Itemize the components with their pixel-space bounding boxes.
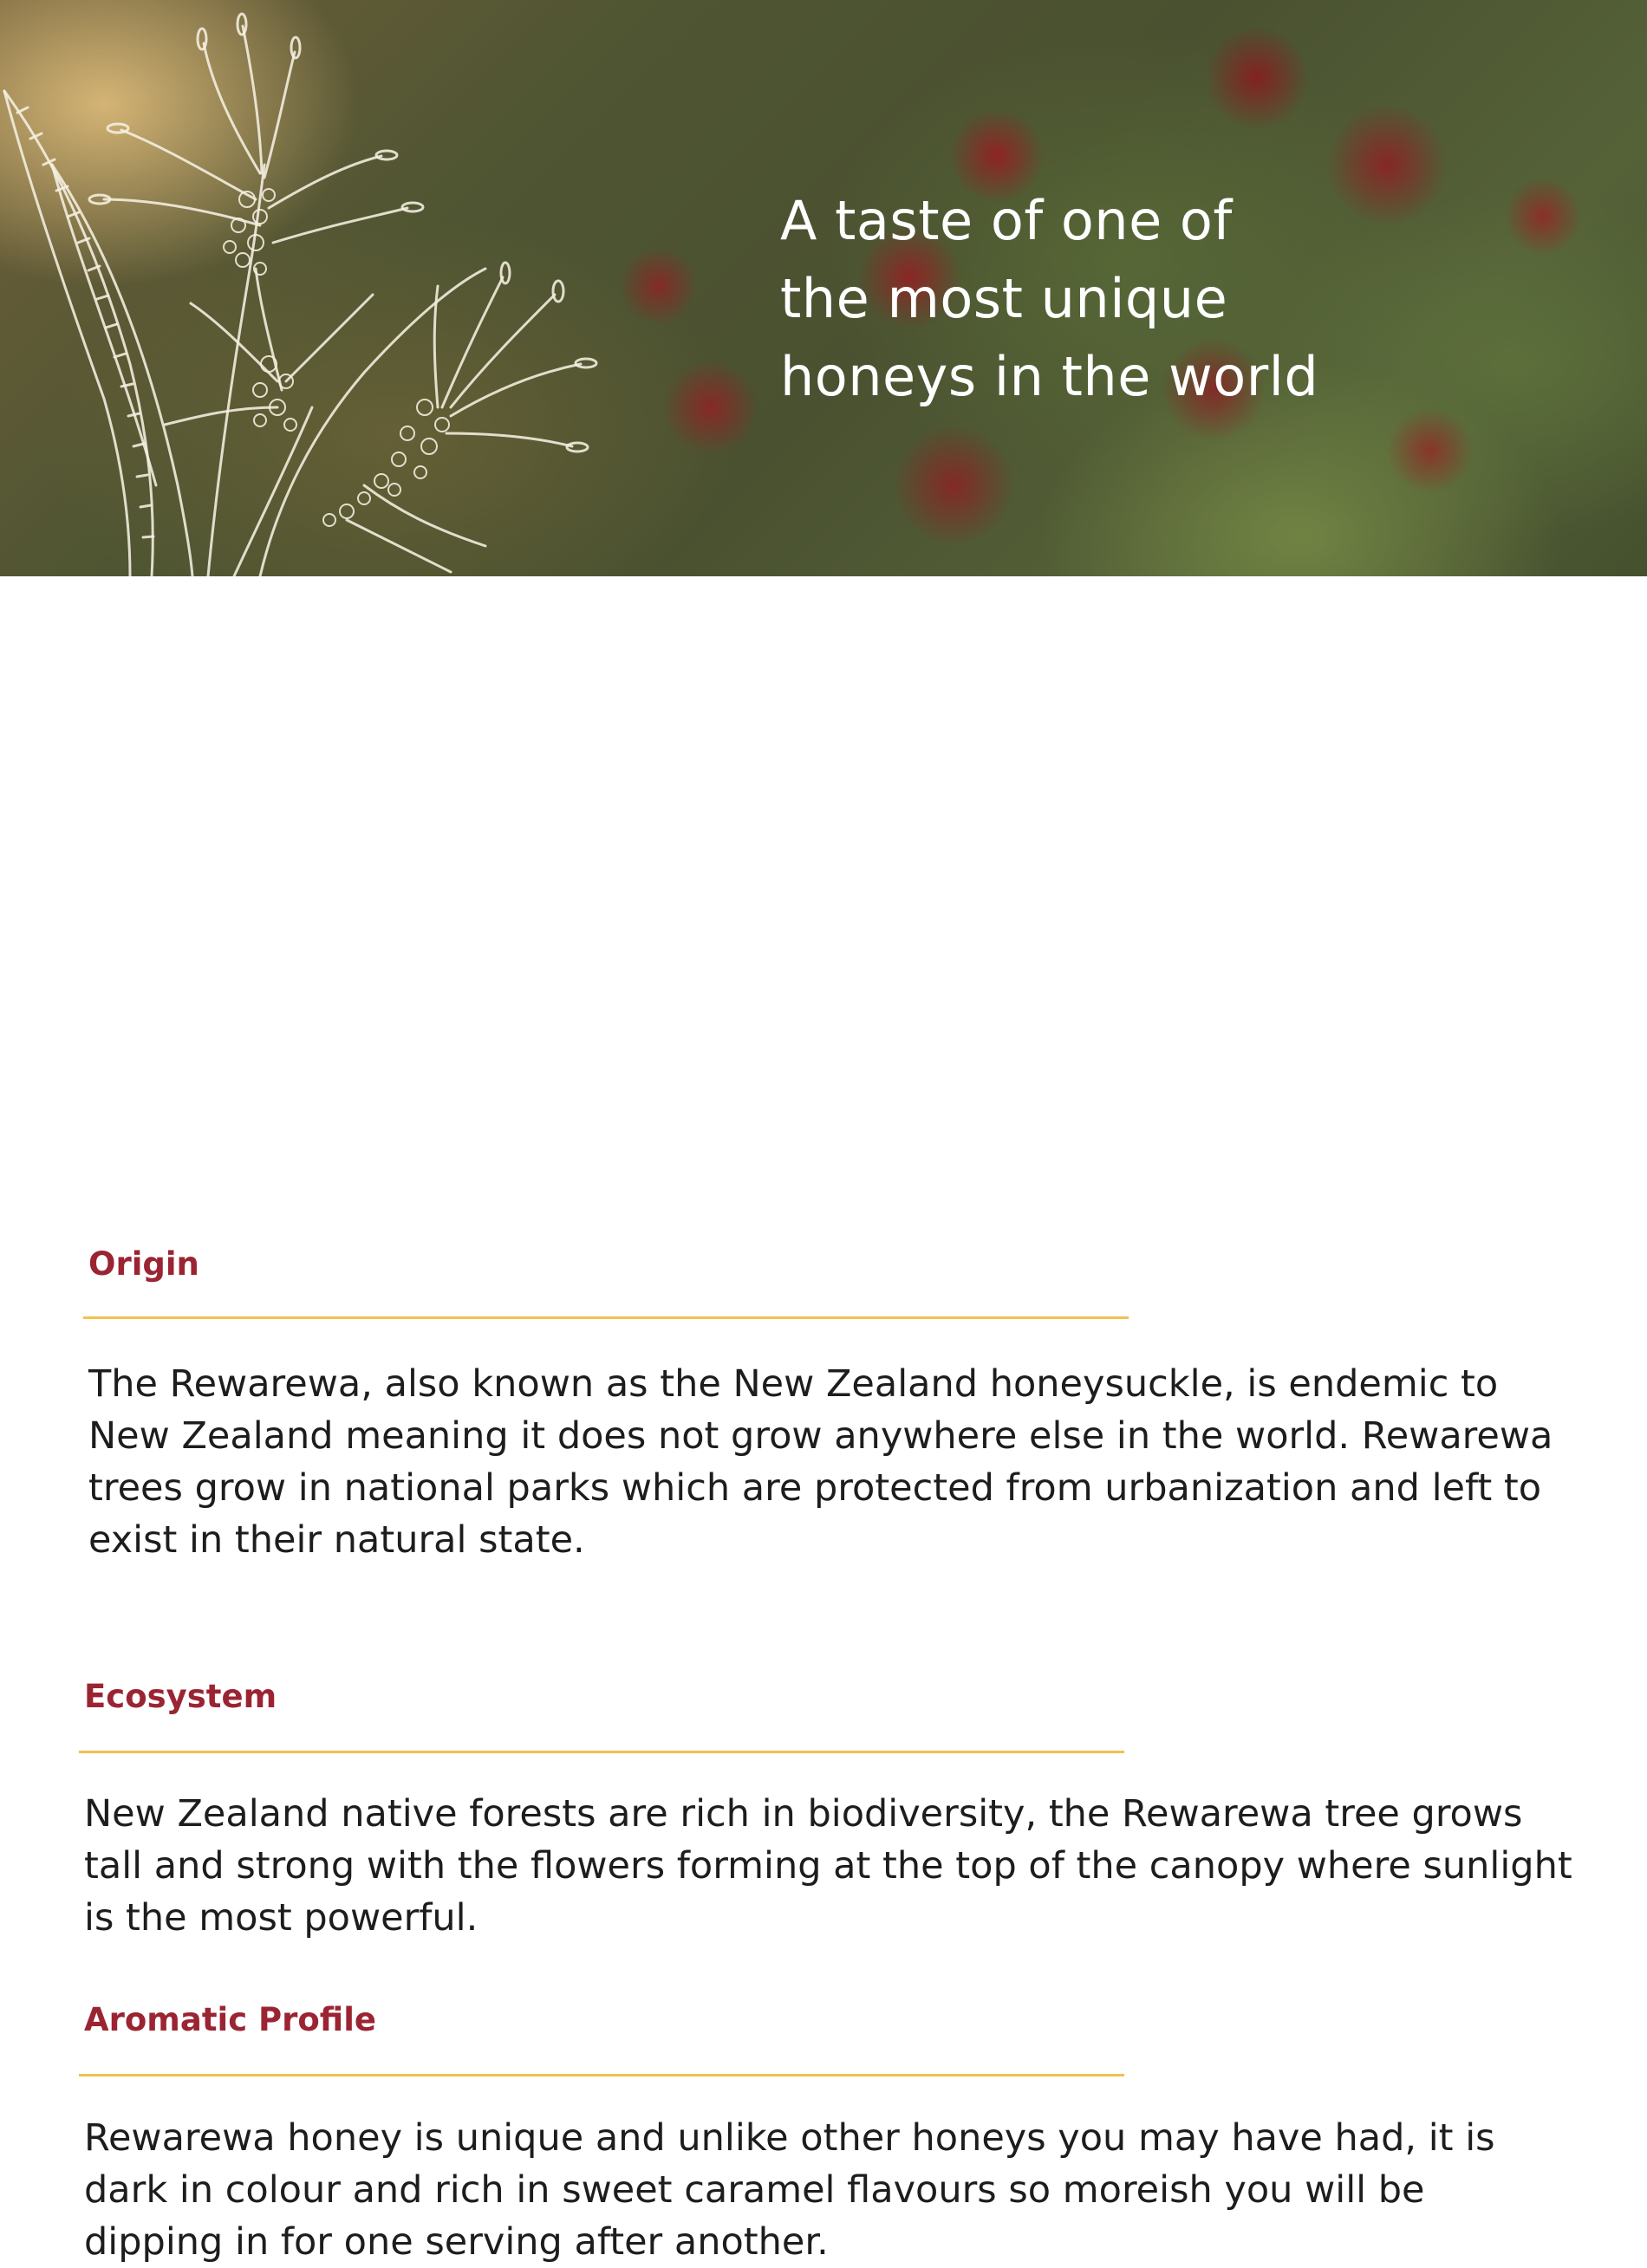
section-divider [79, 2074, 1124, 2076]
section-divider [79, 1751, 1124, 1753]
section-divider [83, 1316, 1129, 1319]
section-heading: Ecosystem [84, 1678, 277, 1715]
section-body: Rewarewa honey is unique and unlike other honeys you may have had, it is dark in colour and rich in sweet caramel flavours so moreish you will be dipping in for one serving after another. [84, 2116, 1495, 2264]
hero-title-line: A taste of one of [780, 189, 1233, 252]
rewarewa-flower-illustration-icon [0, 0, 624, 576]
hero-title-line: honeys in the world [780, 345, 1319, 408]
hero-banner [0, 0, 1647, 576]
hero-title-line: the most unique [780, 267, 1228, 330]
origin-section [88, 1244, 1579, 1566]
section-body: The Rewarewa, also known as the New Zealand honeysuckle, is endemic to New Zealand meaning it does not grow anywhere else in the world. Rewarewa trees grow in national parks which are protected from urbanization and left to exist in their natural state. [88, 1362, 1553, 1562]
aromatic-profile-section [84, 1999, 1575, 2268]
section-heading: Origin [88, 1245, 199, 1283]
section-heading: Aromatic Profile [84, 2001, 376, 2038]
section-body: New Zealand native forests are rich in biodiversity, the Rewarewa tree grows tall and strong with the flowers forming at the top of the canopy where sunlight is the most powerful. [84, 1792, 1572, 1940]
hero-title [780, 182, 1439, 416]
ecosystem-section [84, 1676, 1575, 1944]
